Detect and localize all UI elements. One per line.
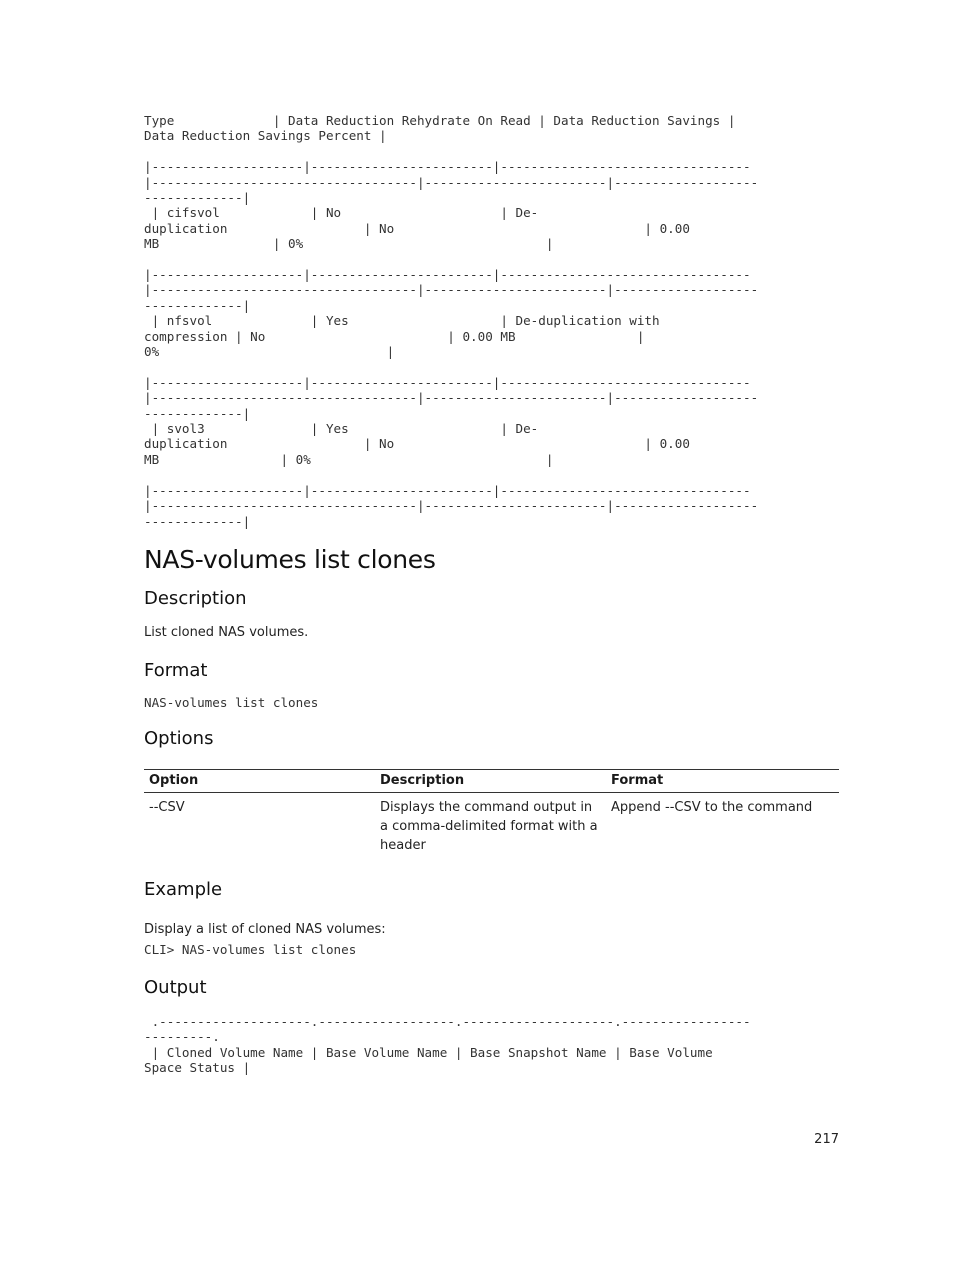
data-row-line: 0% | xyxy=(144,344,395,360)
page-content xyxy=(144,113,839,1075)
description-heading: Description xyxy=(144,587,247,609)
table-row xyxy=(144,793,839,856)
data-row-line: compression | No | 0.00 MB | xyxy=(144,328,645,344)
continued-output-block xyxy=(144,113,839,529)
output-line: ---------. xyxy=(144,1029,220,1045)
output-heading: Output xyxy=(144,976,207,998)
description-text: List cloned NAS volumes. xyxy=(144,624,309,640)
example-text: Display a list of cloned NAS volumes: xyxy=(144,922,386,938)
options-table xyxy=(144,769,839,855)
separator-line: -------------| xyxy=(144,190,251,206)
output-block xyxy=(144,1014,839,1076)
cell-option: --CSV xyxy=(149,800,185,816)
output-header-line: Data Reduction Savings Percent | xyxy=(144,128,387,144)
separator-line: |--------------------|------------------------|--------------------------------- xyxy=(144,482,751,498)
separator-line: |-----------------------------------|------------------------|------------------- xyxy=(144,282,759,298)
data-row-line: | cifsvol | No | De- xyxy=(144,205,539,221)
output-header-line: Type | Data Reduction Rehydrate On Read | Data Reduction Savings | xyxy=(144,113,736,128)
data-row-line: duplication | No | 0.00 xyxy=(144,436,690,452)
section-title: NAS-volumes list clones xyxy=(144,544,436,574)
example-command: CLI> NAS-volumes list clones xyxy=(144,942,357,958)
output-line: | Cloned Volume Name | Base Volume Name | Base Snapshot Name | Base Volume xyxy=(144,1044,713,1060)
format-command: NAS-volumes list clones xyxy=(144,694,319,710)
example-heading: Example xyxy=(144,879,223,901)
data-row-line: MB | 0% | xyxy=(144,236,554,252)
data-row-line: MB | 0% | xyxy=(144,451,554,467)
data-row-line: | nfsvol | Yes | De-duplication with xyxy=(144,313,660,329)
output-line: .--------------------.------------------.--------------------.----------------- xyxy=(144,1013,751,1029)
data-row-line: duplication | No | 0.00 xyxy=(144,220,690,236)
column-header-option: Option xyxy=(144,770,375,793)
output-line: Space Status | xyxy=(144,1059,251,1075)
data-row-line: | svol3 | Yes | De- xyxy=(144,421,539,437)
separator-line: |-----------------------------------|------------------------|------------------- xyxy=(144,498,759,514)
separator-line: -------------| xyxy=(144,297,251,313)
separator-line: |--------------------|------------------------|--------------------------------- xyxy=(144,267,751,283)
separator-line: |--------------------|------------------------|--------------------------------- xyxy=(144,159,751,175)
separator-line: -------------| xyxy=(144,405,251,421)
cell-format: Append --CSV to the command xyxy=(611,800,813,816)
format-heading: Format xyxy=(144,659,208,681)
separator-line: -------------| xyxy=(144,513,251,529)
column-header-format: Format xyxy=(606,770,839,793)
separator-line: |-----------------------------------|------------------------|------------------- xyxy=(144,390,759,406)
table-header-row xyxy=(144,770,839,793)
page-number: 217 xyxy=(814,1132,839,1147)
column-header-description: Description xyxy=(375,770,606,793)
separator-line: |-----------------------------------|------------------------|------------------- xyxy=(144,174,759,190)
separator-line: |--------------------|------------------------|--------------------------------- xyxy=(144,374,751,390)
options-heading: Options xyxy=(144,728,214,750)
cell-description: Displays the command output in a comma-delimited format with a header xyxy=(380,800,598,854)
